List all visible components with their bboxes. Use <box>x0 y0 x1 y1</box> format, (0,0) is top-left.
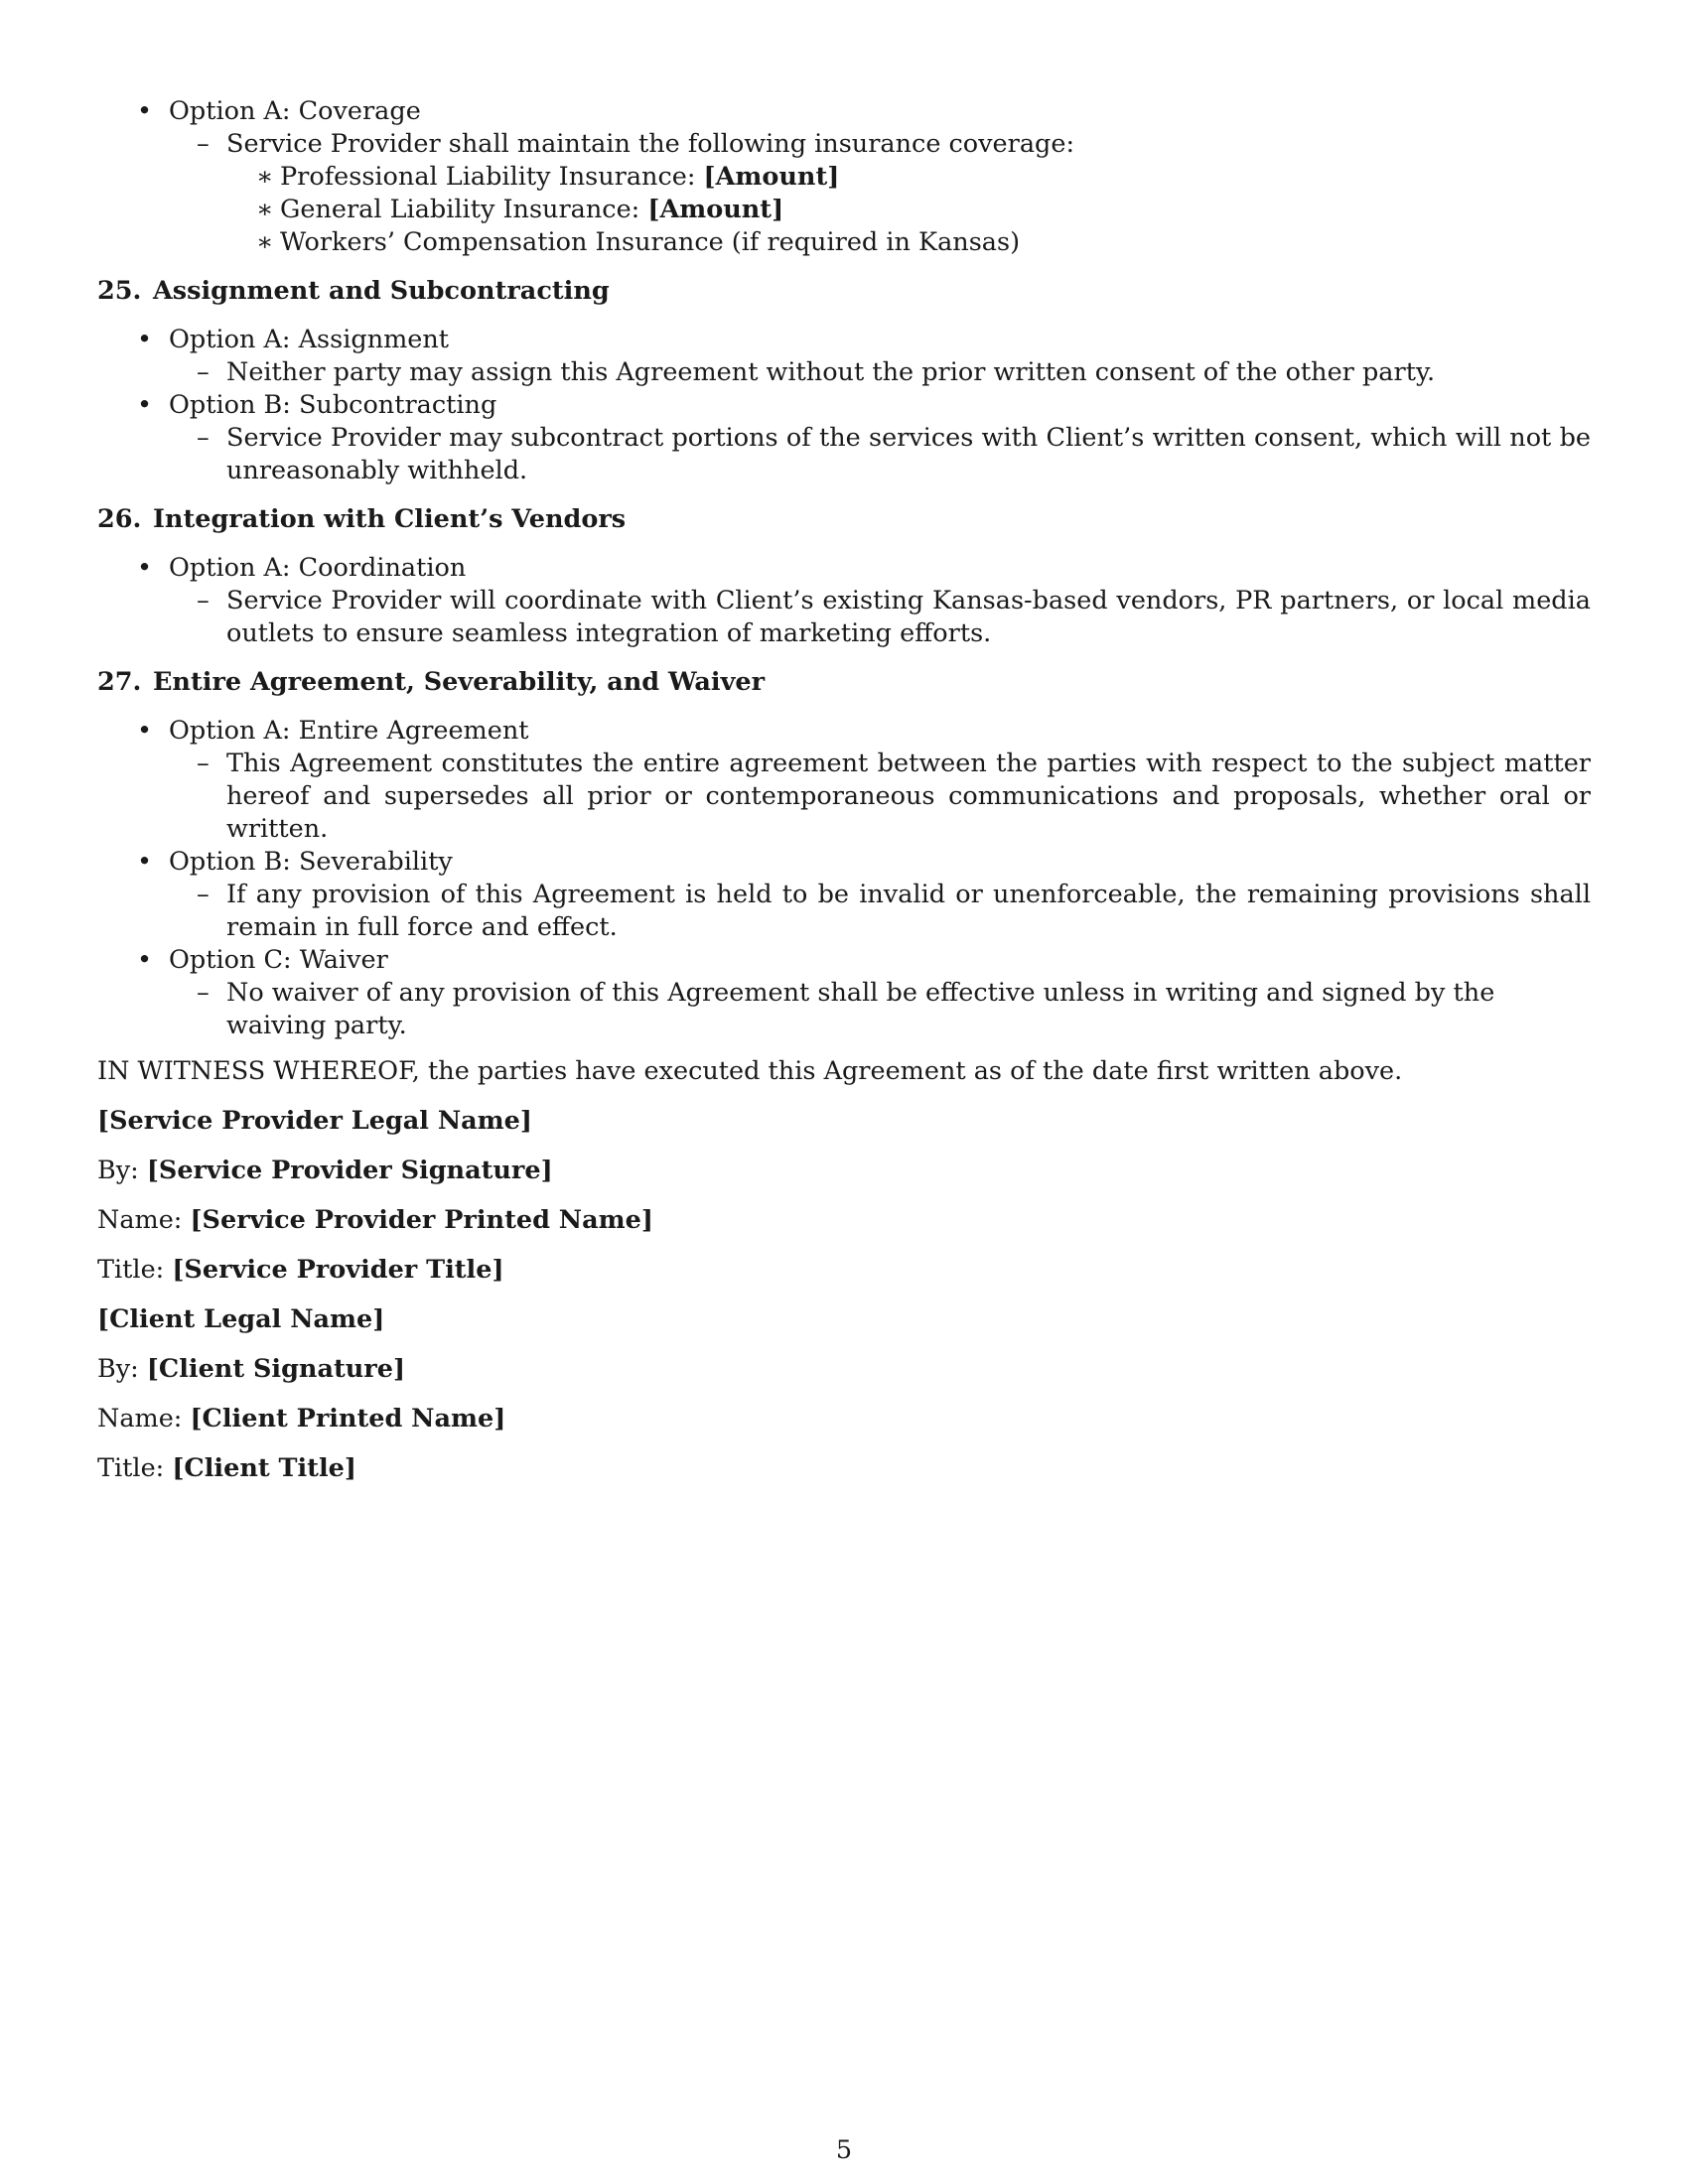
option-detail-text: Service Provider will coordinate with Client’s existing Kansas-based vendors, PR partners, or local media outlets to ensure seamless integration of marketing efforts. <box>226 586 1591 648</box>
signature-value: [Client Printed Name] <box>190 1404 506 1433</box>
signature-label: Title: <box>97 1453 173 1483</box>
dash-marker: – <box>197 880 210 909</box>
option-detail <box>169 422 1591 487</box>
dash-marker: – <box>197 586 210 615</box>
coverage-text: Professional Liability Insurance: <box>280 162 704 192</box>
signature-label: By: <box>97 1354 147 1384</box>
page-number: 5 <box>835 2135 853 2165</box>
signature-label: Name: <box>97 1205 191 1235</box>
option-detail-text: No waiver of any provision of this Agreement shall be effective unless in writing and signed by the waiving party. <box>226 978 1495 1040</box>
bullet-marker: • <box>137 325 153 354</box>
option-detail-text: This Agreement constitutes the entire agreement between the parties with respect to the subject matter hereof and supersedes all prior or contemporaneous communications and proposals, whether oral or written. <box>226 749 1591 844</box>
signature-label: By: <box>97 1156 147 1185</box>
signature-value: [Client Title] <box>172 1453 356 1483</box>
signature-label: Title: <box>97 1255 173 1285</box>
signature-line <box>97 1452 1591 1485</box>
bullet-marker: • <box>137 945 153 975</box>
option-label: Option B: Severability <box>169 847 453 877</box>
coverage-item <box>226 161 1591 194</box>
section-number: 25. <box>97 276 142 306</box>
option-item <box>97 95 1591 259</box>
option-detail <box>169 128 1591 259</box>
section-options-list <box>97 324 1591 487</box>
signature-line <box>97 1155 1591 1187</box>
option-label: Option A: Assignment <box>169 325 450 354</box>
section-heading <box>97 275 1591 308</box>
signature-value: [Client Legal Name] <box>97 1304 385 1334</box>
option-label: Option B: Subcontracting <box>169 390 497 420</box>
option-label: Option A: Coordination <box>169 553 467 583</box>
bullet-marker: • <box>137 716 153 746</box>
option-item <box>97 324 1591 389</box>
signature-line <box>97 1204 1591 1237</box>
coverage-text: General Liability Insurance: <box>280 195 648 224</box>
option-label: Option A: Coverage <box>169 96 421 126</box>
signature-line <box>97 1403 1591 1435</box>
option-item <box>97 944 1591 1042</box>
option-detail <box>169 585 1591 650</box>
signature-value: [Service Provider Printed Name] <box>190 1205 653 1235</box>
signature-line <box>97 1353 1591 1386</box>
option-item <box>97 389 1591 487</box>
coverage-amount: [Amount] <box>647 195 784 224</box>
signature-value: [Service Provider Title] <box>172 1255 504 1285</box>
dash-marker: – <box>197 978 210 1008</box>
coverage-amount: [Amount] <box>703 162 840 192</box>
section-number: 26. <box>97 504 142 534</box>
signature-line <box>97 1254 1591 1287</box>
coverage-item <box>226 226 1591 259</box>
section-number: 27. <box>97 667 142 697</box>
insurance-options-list <box>97 95 1591 259</box>
bullet-marker: • <box>137 390 153 420</box>
coverage-text: Workers’ Compensation Insurance (if required in Kansas) <box>280 227 1021 257</box>
signature-value: [Service Provider Legal Name] <box>97 1106 532 1136</box>
section-title: Entire Agreement, Severability, and Waiver <box>153 667 766 697</box>
section-heading <box>97 666 1591 699</box>
option-detail-text: Service Provider shall maintain the following insurance coverage: <box>226 129 1075 159</box>
signature-value: [Client Signature] <box>146 1354 406 1384</box>
option-item <box>97 846 1591 944</box>
signature-label: Name: <box>97 1404 191 1433</box>
option-detail <box>169 977 1591 1042</box>
asterisk-marker: ∗ <box>256 195 274 224</box>
option-detail <box>169 879 1591 944</box>
option-label: Option A: Entire Agreement <box>169 716 529 746</box>
dash-marker: – <box>197 129 210 159</box>
section-heading <box>97 503 1591 536</box>
signature-block <box>97 1105 1591 1485</box>
option-detail-text: Neither party may assign this Agreement without the prior written consent of the other party. <box>226 357 1436 387</box>
section-options-list <box>97 552 1591 650</box>
section-title: Integration with Client’s Vendors <box>153 504 627 534</box>
option-detail <box>169 356 1591 389</box>
option-detail <box>169 748 1591 846</box>
signature-line <box>97 1303 1591 1336</box>
dash-marker: – <box>197 357 210 387</box>
bullet-marker: • <box>137 96 153 126</box>
option-item <box>97 715 1591 846</box>
option-detail-text: If any provision of this Agreement is held to be invalid or unenforceable, the remaining provisions shall remain in full force and effect. <box>226 880 1591 942</box>
option-label: Option C: Waiver <box>169 945 388 975</box>
dash-marker: – <box>197 749 210 778</box>
option-detail-text: Service Provider may subcontract portions of the services with Client’s written consent, which will not be unreasonably withheld. <box>226 423 1591 485</box>
witness-clause: IN WITNESS WHEREOF, the parties have executed this Agreement as of the date first written above. <box>97 1056 1403 1086</box>
asterisk-marker: ∗ <box>256 227 274 257</box>
section-title: Assignment and Subcontracting <box>153 276 610 306</box>
coverage-item <box>226 194 1591 226</box>
signature-line <box>97 1105 1591 1138</box>
section-options-list <box>97 715 1591 1042</box>
bullet-marker: • <box>137 847 153 877</box>
asterisk-marker: ∗ <box>256 162 274 192</box>
bullet-marker: • <box>137 553 153 583</box>
dash-marker: – <box>197 423 210 453</box>
signature-value: [Service Provider Signature] <box>146 1156 553 1185</box>
option-item <box>97 552 1591 650</box>
